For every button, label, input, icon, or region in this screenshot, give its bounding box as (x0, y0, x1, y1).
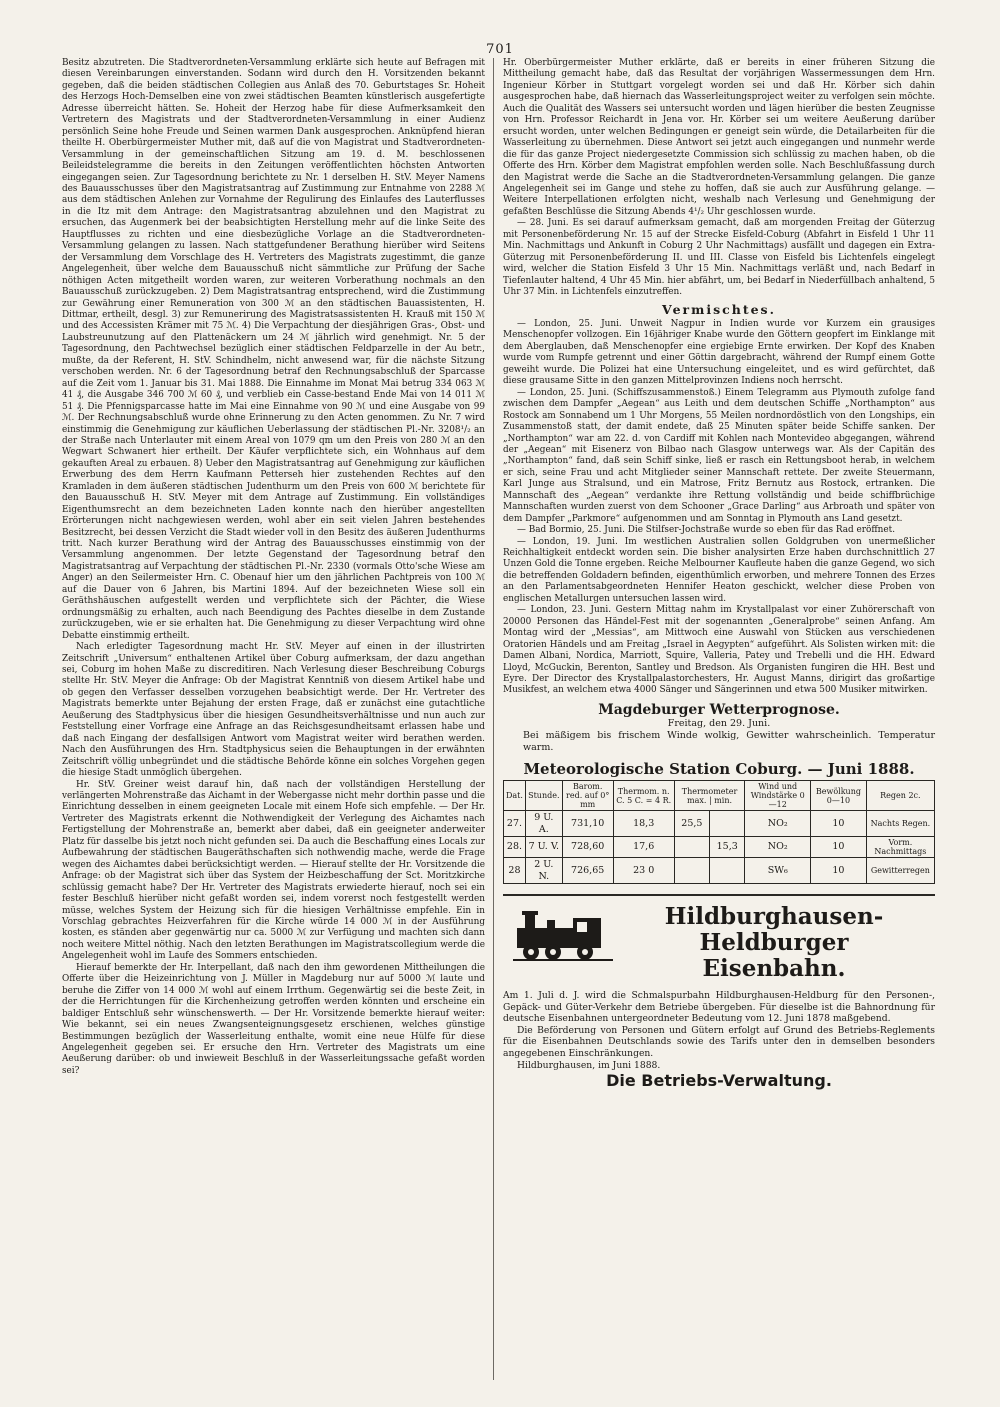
cell-thermometer: 17,6 (613, 837, 674, 858)
meteo-header-row (504, 781, 935, 811)
weather-title: Magdeburger Wetterprognose. (598, 701, 840, 718)
heating-paragraph: Hierauf bemerkte der Hr. Interpellant, daß nach den ihm gewordenen Mittheilungen die Offerte über die Heizeinrichtung von J. Müller in Magdeburg nur auf 5000 ℳ laute und beruhe die Ziffer von 14 000 ℳ wohl auf einem Irrthum. Gegenwärtig sei die beste Zeit, in der die Herrichtungen für die Kirchenheizung getroffen werden könnten und erscheine ein baldiger Entschluß sehr wünschenswerth. — Der Hr. Vorsitzende bemerkte hierauf weiter: Wie bekannt, sei ein neues Zwangsenteignungsgesetz erschienen, welches günstige Bestimmungen bezüglich der Wasserleitung enthalte, womit eine neue Hülfe für diese Angelegenheit gegeben sei. Er ersuche den Hrn. Vertreter des Magistrats um eine Aeußerung darüber: ob und inwieweit Beschluß in der Wasserleitungssache gefaßt worden sei? (62, 962, 485, 1076)
cell-barometer: 731,10 (562, 811, 613, 837)
meteo-table (503, 780, 935, 884)
cell-min: 15,3 (710, 837, 745, 858)
cell-cloud: 10 (811, 858, 867, 884)
train-notice-paragraph: — 28. Juni. Es sei darauf aufmerksam gemacht, daß am morgenden Freitag der Güterzug mit Personenbeförderung Nr. 15 auf der Strecke Eisfeld-Coburg (Abfahrt in Eisfeld 1 Uhr 11 Min. Nachmittags und Ankunft in Coburg 2 Uhr Nachmittags) ausfällt und dagegen ein Extra-Güterzug mit Personenbeförderung II. und III. Classe von Eisfeld bis Lichtenfels eingelegt wird, welcher die Station Eisfeld 3 Uhr 15 Min. Nachmittags verläßt und, nach Bedarf in Tiefenlauter haltend, 4 Uhr 45 Min. hier abfährt, um, bei Bedarf in Niederfüllbach anhaltend, 5 Uhr 37 Min. in Lichtenfels einzutreffen. (503, 218, 935, 298)
cell-thermometer: 23 0 (613, 858, 674, 884)
railway-body-2: Die Beförderung von Personen und Gütern erfolgt auf Grund des Betriebs-Reglements für die Eisenbahnen Deutschlands sowie des Tarifs unter den in demselben besonders angegebenen Einschränkungen. (503, 1024, 935, 1060)
cell-date: 28. (504, 837, 526, 858)
vermischtes-heading: Vermischtes. (662, 301, 776, 317)
cell-time: 9 U. A. (525, 811, 562, 837)
meteo-header: Barom. red. auf 0° mm (562, 781, 613, 811)
news-item: — London, 19. Juni. Im westlichen Australien sollen Goldgruben von unermeßlicher Reichhaltigkeit entdeckt worden sein. Die bisher analysirten Erze haben durchschnittlich 27 Unzen Gold die Tonne ergeben. Reiche Melbourner Kaufleute haben die ganze Gegend, wo sich die betreffenden Goldadern befinden, eigenthümlich erworben, und mehrere Tonnen des Erzes an den Parlamentsabgeordneten Hennifer Heaton geschickt, welcher diese Proben von englischen Metallurgen untersuchen lassen wird. (503, 536, 935, 604)
weather-date: Freitag, den 29. Juni. (667, 718, 771, 730)
cell-remark: Nachts Regen. (866, 811, 934, 837)
cell-date: 27. (504, 811, 526, 837)
cell-remark: Vorm. Nachmittags (866, 837, 934, 858)
locomotive-icon (513, 910, 613, 962)
cell-wind: SW₆ (745, 858, 811, 884)
railway-title-line2: Eisenbahn. (702, 955, 846, 983)
right-column (503, 58, 935, 1091)
cell-min (710, 811, 745, 837)
table-row (504, 837, 935, 858)
column-divider (493, 58, 494, 1380)
water-supply-paragraph: Hr. Oberbürgermeister Muther erklärte, daß er bereits in einer früheren Sitzung die Mittheilung gemacht habe, daß das Resultat der vorjährigen Wassermessungen dem Hrn. Ingenieur Körber in Stuttgart vorgelegt worden sei und daß Hr. Körber sich dahin ausgesprochen habe, daß hiernach das Wasserleitungsproject weiter zu verfolgen sein möchte. Auch die Qualität des Wassers sei untersucht worden und lägen hierüber die besten Zeugnisse von Hrn. Professor Reichardt in Jena vor. Hr. Körber sei um weitere Aeußerung darüber ersucht worden, unter welchen Bedingungen er geneigt sein würde, die Detailarbeiten für die Wasserleitung zu übernehmen. Diese Antwort sei jetzt auch eingegangen und nunmehr werde die für das ganze Project niedergesetzte Commission sich schlüssig zu machen haben, ob die Offerte des Hrn. Körber dem Magistrat empfohlen werden solle. Nach Beschlußfassung durch den Magistrat werde die Sache an die Stadtverordneten-Versammlung gelangen. Die ganze Angelegenheit sei im Gange und stehe zu hoffen, daß sie auch zur Ausführung gelange. — Weitere Interpellationen erfolgten nicht, weshalb nach Verlesung und Genehmigung der gefaßten Beschlüsse die Sitzung Abends 4¹/₂ Uhr geschlossen wurde. (503, 58, 935, 217)
meteo-header: Regen 2c. (866, 781, 934, 811)
cell-cloud: 10 (811, 811, 867, 837)
cell-remark: Gewitterregen (866, 858, 934, 884)
cell-wind: NO₂ (745, 837, 811, 858)
meteo-header: Thermometer max. | min. (674, 781, 745, 811)
weather-text: Bei mäßigem bis frischem Winde wolkig, Gewitter wahrscheinlich. Temperatur warm. (523, 729, 935, 753)
cell-date: 28 (504, 858, 526, 884)
meteo-header: Wind und Windstärke 0—12 (745, 781, 811, 811)
meteo-header: Stunde. (525, 781, 562, 811)
news-item: — Bad Bormio, 25. Juni. Die Stilfser-Jochstraße wurde so eben für das Rad eröffnet. (517, 525, 896, 536)
railway-body: Am 1. Juli d. J. wird die Schmalspurbahn Hildburghausen-Heldburg für den Personen-, Gepäck- und Güter-Verkehr dem Betriebe übergeben. Für dieselbe ist die Bahnordnung für deutsche Eisenbahnen untergeordneter Bedeutung vom 12. Juni 1878 maßgebend. (503, 990, 935, 1025)
meteo-header: Thermom. n. C. 5 C. = 4 R. (613, 781, 674, 811)
meteo-header: Dat. (504, 781, 526, 811)
meteo-header: Bewölkung 0—10 (811, 781, 867, 811)
cell-time: 7 U. V. (525, 837, 562, 858)
aichamt-paragraph: Hr. StV. Greiner weist darauf hin, daß nach der vollständigen Herstellung der verlängerten Mohrenstraße das Aichamt in der Webergasse nicht mehr dorthin passe und die Einrichtung desselben in einem geeigneten Locale mit einem Hofe sich empfehle. — Der Hr. Vertreter des Magistrats erkennt die Nothwendigkeit der Verlegung des Aichamtes nach Fertigstellung der Mohrenstraße an, bemerkt aber dabei, daß ein geeigneter anderweiter Platz für dasselbe bis jetzt noch nicht gefunden sei. Da auch die Beschaffung eines Locals zur Aufbewahrung der städtischen Baugeräthschaften sich nothwendig mache, werde die Frage wegen des Aichamtes dabei berücksichtigt werden. — Hierauf stellte der Hr. Vorsitzende die Anfrage: ob der Magistrat sich über das System der Heizbeschaffung der Sct. Moritzkirche schlüssig gemacht habe? Der Hr. Vertreter des Magistrats erwiederte hierauf, noch sei ein fester Beschluß hierüber nicht gefaßt worden sei, indem vorerst noch festgestellt werden müsse, welches System der Heizung sich für die hiesigen Verhältnisse empfehle. Ein in Vorschlag gebrachtes Heizverfahren für die Kirche würde 14 000 ℳ in der Ausführung kosten, es ständen aber gegenwärtig nur ca. 5000 ℳ zur Verfügung und machten sich dann noch weitere Mittel nöthig. Nach den letzten Berathungen im Magistratscollegium werde die Angelegenheit wohl im Laufe des Sommers entschieden. (62, 779, 485, 962)
cell-time: 2 U. N. (525, 858, 562, 884)
railway-title-line1: Hildburghausen-Heldburger (664, 903, 884, 957)
table-row (504, 811, 935, 837)
cell-cloud: 10 (811, 837, 867, 858)
news-item: — London, 25. Juni. (Schiffszusammenstoß.) Einem Telegramm aus Plymouth zufolge fand zwischen dem Dampfer „Aegean“ aus Leith und dem deutschen Schiffe „Northampton“ aus Rostock am Sonnabend um 1 Uhr Morgens, 55 Meilen nordnordöstlich von den Longships, ein Zusammenstoß statt, der damit endete, daß 25 Minuten später beide Schiffe sanken. Der „Northampton“ war am 22. d. von Cardiff mit Kohlen nach Montevideo abgegangen, während der „Aegean“ mit Eisenerz von Bilbao nach Glasgow unterwegs war. Als der Capitän des „Northampton“ fand, daß sein Schiff sinke, ließ er rasch ein Rettungsboot herab, in welchem er sich, seine Frau und acht Mitglieder seiner Mannschaft rettete. Der zweite Steuermann, Karl Junge aus Stralsund, und ein Matrose, Fritz Bernutz aus Rostock, ertranken. Die Mannschaft des „Aegean“ verdankte ihre Rettung vollständig und beide schiffbrüchige Mannschaften wurden zuerst von dem Schooner „Grace Darling“ aus Arbroath und später von dem Dampfer „Parkmore“ aufgenommen und am Sonntag in Plymouth ans Land gesetzt. (503, 387, 935, 524)
cell-barometer: 728,60 (562, 837, 613, 858)
cell-wind: NO₂ (745, 811, 811, 837)
railway-place-date: Hildburghausen, im Juni 1888. (517, 1059, 661, 1071)
council-report: Besitz abzutreten. Die Stadtverordneten-Versammlung erklärte sich heute auf Befragen mit diesen Vereinbarungen einverstanden. Sodann wird durch den H. Vorsitzenden bekannt gegeben, daß die beiden städtischen Collegien aus Anlaß des 70. Geburtstages Sr. Hoheit des Herzogs Hoch-Demselben eine von zwei städtischen Beamten künstlerisch ausgefertigte Adresse überreicht hätten. Se. Hoheit der Herzog habe für diese Aufmerksamkeit den Vertretern des Magistrats und der Stadtverordneten-Versammlung in einer Audienz persönlich Seine hohe Freude und Seinen warmen Dank ausgesprochen. Anknüpfend hieran theilte H. Oberbürgermeister Muther mit, daß auf die von Magistrat und Stadtverordneten-Versammlung in der gemeinschaftlichen Sitzung am 19. d. M. beschlossenen Beileidstelegramme die bereits in den Zeitungen veröffentlichten höchsten Antworten eingegangen seien. Zur Tagesordnung berichtete zu Nr. 1 derselben H. StV. Meyer Namens des Bauausschusses über den Magistratsantrag auf Zustimmung zur Entnahme von 2288 ℳ aus dem städtischen Anlehen zur Vornahme der Regulirung des Einlaufes des Lauterflusses in die Itz mit dem Antrage: den Magistratsantrag abzulehnen und den Magistrat zu ersuchen, das Augenmerk bei der beabsichtigten Herstellung mehr auf die linke Seite des Hauptflusses zu richten und eine diesbezügliche Vorlage an die Stadtverordneten-Versammlung gelangen zu lassen. Nach stattgefundener Berathung hierüber wird Seitens der Versammlung dem Vorschlage des H. Vertreters des Magistrats zugestimmt, die ganze Angelegenheit, über welche dem Bauausschuß nicht sämmtliche zur Prüfung der Sache nöthigen Acten mitgetheilt worden waren, zur weiteren Vorberathung nochmals an den Bauausschuß zurückzugeben. 2) Dem Magistratsantrag entsprechend, wird die Zustimmung zur Gewährung einer Remuneration von 300 ℳ an den städtischen Bauassistenten, H. Dittmar, ertheilt, desgl. 3) zur Remunerirung des Magistratsassistenten H. Krauß mit 150 ℳ und des Accessisten Krämer mit 75 ℳ. 4) Die Verpachtung der diesjährigen Gras-, Obst- und Laubstreunutzung auf den Plattenäckern um 24 ℳ jährlich wird genehmigt. Nr. 5 der Tagesordnung, den Pachtwechsel bezüglich einer städtischen Feldparzelle in der Au betr., mußte, da der Referent, H. StV. Schindhelm, nicht anwesend war, für die nächste Sitzung verschoben werden. Nr. 6 der Tagesordnung betraf den Rechnungsabschluß der Sparcasse auf die Zeit vom 1. Januar bis 31. Mai 1888. Die Einnahme im Monat Mai betrug 334 063 ℳ 41 ₰, die Ausgabe 346 700 ℳ 60 ₰, und verblieb ein Casse-bestand Ende Mai von 14 011 ℳ 51 ₰. Die Pfennigsparcasse hatte im Mai eine Einnahme von 90 ℳ und eine Ausgabe von 99 ℳ. Der Rechnungsabschluß wurde ohne Erinnerung zu den Acten genommen. Zu Nr. 7 wird einstimmig die Genehmigung zur käuflichen Ueberlassung der städtischen Pl.-Nr. 3208¹/₂ an der Straße nach Unterlauter mit einem Areal von 1079 qm um den Preis von 280 ℳ an den Wegwart Schwanert hier ertheilt. Der Käufer verpflichtete sich, ein Wohnhaus auf dem gekauften Areal zu erbauen. 8) Ueber den Magistratsantrag auf Genehmigung zur käuflichen Erwerbung des dem Herrn Kaufmann Petterseh hier zustehenden Rechtes auf den Kramladen in dem äußeren städtischen Judenthurm um den Preis von 600 ℳ berichtete für den Bauausschuß H. StV. Meyer mit dem Antrage auf Zustimmung. Ein vollständiges Eigenthumsrecht an dem bezeichneten Laden konnte nach den hierüber angestellten Erörterungen nicht nachgewiesen werden, wohl aber ein seit vielen Jahren bestehendes Besitzrecht, bei dessen Verzicht die Stadt wieder voll in den Besitz des äußeren Judenthurms tritt. Nach kurzer Berathung wird der Antrag des Bauausschusses einstimmig von der Versammlung angenommen. Der letzte Gegenstand der Tagesordnung betraf den Magistratsantrag auf Verpachtung der städtischen Pl.-Nr. 2330 (vormals Otto'sche Wiese am Anger) an den Seilermeister Hrn. C. Obenauf hier um den jährlichen Pachtpreis von 100 ℳ auf die Dauer von 6 Jahren, bis Martini 1894. Auf der bezeichneten Wiese soll ein Geräthshäuschen aufgestellt werden und verpflichtete sich der Pächter, die Wiese ordnungsmäßig zu erhalten, auch nach Beendigung des Pachtes dieselbe in dem Zustande zurückzugeben, wie er sie erhalten hat. Die Genehmigung zu dieser Verpachtung wird ohne Debatte einstimmig ertheilt. (62, 58, 485, 641)
cell-thermometer: 18,3 (613, 811, 674, 837)
cell-min (710, 858, 745, 884)
cell-max (674, 837, 709, 858)
cell-max (674, 858, 709, 884)
news-item: — London, 25. Juni. Unweit Nagpur in Indien wurde vor Kurzem ein grausiges Menschenopfer vollzogen. Ein 16jähriger Knabe wurde den Göttern geopfert im Einklange mit dem Aberglauben, daß Menschenopfer eine ergiebige Ernte erwirken. Der Kopf des Knaben wurde vom Rumpfe getrennt und einer Göttin dargebracht, während der Rumpf einem Gotte geweiht wurde. Die Polizei hat eine Untersuchung eingeleitet, und es wird gefürchtet, daß diese grausame Sitte in den ganzen Mittelprovinzen Indiens noch herrscht. (503, 318, 935, 387)
page-number: 701 (486, 42, 514, 57)
railway-advertisement (503, 894, 935, 1091)
cell-barometer: 726,65 (562, 858, 613, 884)
meteo-title: Meteorologische Station Coburg. — Juni 1888. (523, 759, 915, 778)
cell-max: 25,5 (674, 811, 709, 837)
universum-article-paragraph: Nach erledigter Tagesordnung macht Hr. StV. Meyer auf einen in der illustrirten Zeitschrift „Universum“ enthaltenen Artikel über Coburg aufmerksam, der dazu angethan sei, Coburg im hohen Maße zu discreditiren. Nach Verlesung dieser Beschreibung Coburgs stellte Hr. StV. Meyer die Anfrage: Ob der Magistrat Kenntniß von diesem Artikel habe und ob gegen den Verfasser desselben vorzugehen beabsichtigt werde. Der Hr. Vertreter des Magistrats bemerkte unter Bejahung der ersten Frage, daß er zunächst eine gutachtliche Aeußerung des Stadtphysicus über die hiesigen Gesundheitsverhältnisse und nun auch zur Feststellung einer Vorfrage eine Anfrage an das Reichsgesundheitsamt erlassen habe und daß nach Eingang der desfallsigen Antwort vom Magistrat weiter wird berathen werden. Nach den Ausführungen des Hrn. Stadtphysicus seien die Behauptungen in der erwähnten Zeitschrift völlig unbegründet und die städtische Behörde könne ein solches Vorgehen gegen die hiesige Stadt unmöglich übergehen. (62, 642, 485, 779)
table-row (504, 858, 935, 884)
left-column (62, 58, 485, 1077)
news-item: — London, 23. Juni. Gestern Mittag nahm im Krystallpalast vor einer Zuhörerschaft von 20000 Personen das Händel-Fest mit der sogenannten „Generalprobe“ seinen Anfang. Am Montag wird der „Messias“, am Mittwoch eine Auswahl von Stücken aus verschiedenen Oratorien Händels und am Freitag „Israel in Aegypten“ aufgeführt. Als Solisten wirken mit: die Damen Albani, Nordica, Marriott, Squire, Valleria, Patey und Trebelli und die HH. Edward Lloyd, McGuckin, Berenton, Santley und Bredson. Als Organisten fungiren die HH. Best und Eyre. Der Director des Krystallpalastorchesters, Hr. August Manns, dirigirt das großartige Musikfest, an welchem etwa 4000 Sänger und Sängerinnen und etwa 500 Musiker mitwirken. (503, 605, 935, 696)
railway-signature: Die Betriebs-Verwaltung. (606, 1071, 832, 1091)
